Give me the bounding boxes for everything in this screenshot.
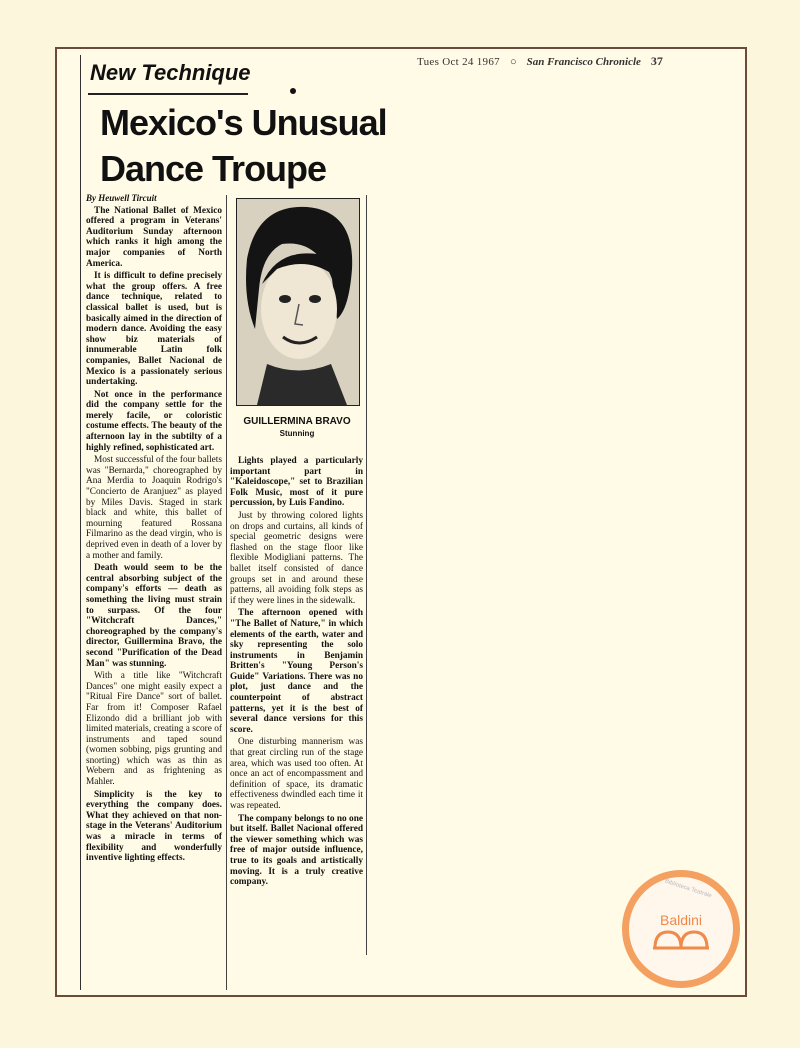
column-divider-right <box>366 195 367 955</box>
photo-caption-name: GUILLERMINA BRAVO <box>243 416 351 427</box>
stamp-logo-text <box>632 912 730 953</box>
article-column-2 <box>230 456 363 890</box>
paragraph: Not once in the performance did the company settle for the merely facile, or coloristic costume effects. The beauty of the afternoon lay in the subtilty of a highly refined, sophisticated art. <box>86 389 222 453</box>
photo-caption-desc: Stunning <box>279 429 315 438</box>
headline-line-1: Mexico's Unusual <box>100 102 387 143</box>
paragraph: Most successful of the four ballets was "Bernarda," choreographed by Ana Merdia to Joaquin Rodrigo's "Concierto de Aranjuez" as played by Miles Davis. Staged in stark black and white, this ballet of mourning featured Rossana Filmarino as the dead virgin, who is deprived even in death of a lover by a mother and family. <box>86 455 222 561</box>
article-column-1 <box>86 193 222 866</box>
stamp-small-text: Biblioteca Teatrale <box>663 878 713 900</box>
separator-icon: ○ <box>509 56 517 68</box>
left-column-rule <box>80 55 81 990</box>
portrait-icon <box>237 199 359 405</box>
paragraph: Lights played a particularly important part in "Kaleidoscope," set to Brazilian Folk Music, most of it pure percussion, by Luis Fandino. <box>230 456 363 509</box>
newspaper-header <box>417 54 717 69</box>
publication-date: Tues Oct 24 1967 <box>417 56 500 68</box>
paragraph: The afternoon opened with "The Ballet of Nature," in which elements of the earth, water and sky representing the solo instruments in Benjamin Britten's "Young Person's Guide" Variations. There was no plot, just dance and the counterpoint of abstract patterns, yet it is the best of several dance versions for this score. <box>230 608 363 735</box>
bullet-dot-icon <box>290 88 296 94</box>
stamp-main-text: Baldini <box>659 912 703 928</box>
stamp-logo-icon <box>651 928 711 950</box>
portrait-photo <box>236 198 360 406</box>
paragraph: The company belongs to no one but itself. Ballet Nacional offered the viewer something which was free of major outside influence, true to its goals and artistically moving. It is a truly creative company. <box>230 813 363 888</box>
paragraph: Just by throwing colored lights on drops and curtains, all kinds of special geometric designs were flashed on the stage floor like flexible Modigliani patterns. The ballet itself consisted of dance groups set in and around these patterns, all avoiding folk steps as if they were lines in the sidewalk. <box>230 510 363 606</box>
paragraph: The National Ballet of Mexico offered a program in Veterans' Auditorium Sunday afternoon which ranks it high among the major companies of North America. <box>86 205 222 269</box>
article-kicker: New Technique <box>90 60 251 85</box>
byline: By Heuwell Tircuit <box>86 193 157 203</box>
column-divider <box>226 195 227 990</box>
paragraph: One disturbing mannerism was that great circling run of the stage area, which was used too often. At once an act of encompassment and definition of space, its dramatic effectiveness dwindled each time it was repeated. <box>230 737 363 811</box>
article-headline <box>100 100 390 192</box>
paragraph: Simplicity is the key to everything the company does. What they achieved on that non-stage in the Veterans' Auditorium was a miracle in terms of flexibility and wonderfully inventive lighting effects. <box>86 789 222 864</box>
newspaper-name: San Francisco Chronicle <box>526 56 641 68</box>
headline-line-2: Dance Troupe <box>100 148 327 189</box>
kicker-underline <box>88 93 248 95</box>
page-number: 37 <box>650 54 663 68</box>
paragraph: Death would seem to be the central absorbing subject of the company's efforts — death as something the living must strain to surpass. Of the four "Witchcraft Dances," choreographed by the company's director, Guillermina Bravo, the second "Purification of the Dead Man" was stunning. <box>86 563 222 669</box>
paragraph: It is difficult to define precisely what the group offers. A free dance technique, related to classical ballet is used, but is basically aimed in the direction of modern dance. Avoiding the easy show biz materials of innumerable Latin folk companies, Ballet Nacional de Mexico is a passionately serious undertaking. <box>86 271 222 388</box>
paragraph: With a title like "Witchcraft Dances" one might easily expect a "Ritual Fire Dance" sort of ballet. Far from it! Composer Rafael Elizondo did a brilliant job with limited materials, creating a score of instruments and taped sound (women sobbing, pigs grunting and snorting) which was as thin as Webern and as frightening as Mahler. <box>86 671 222 788</box>
